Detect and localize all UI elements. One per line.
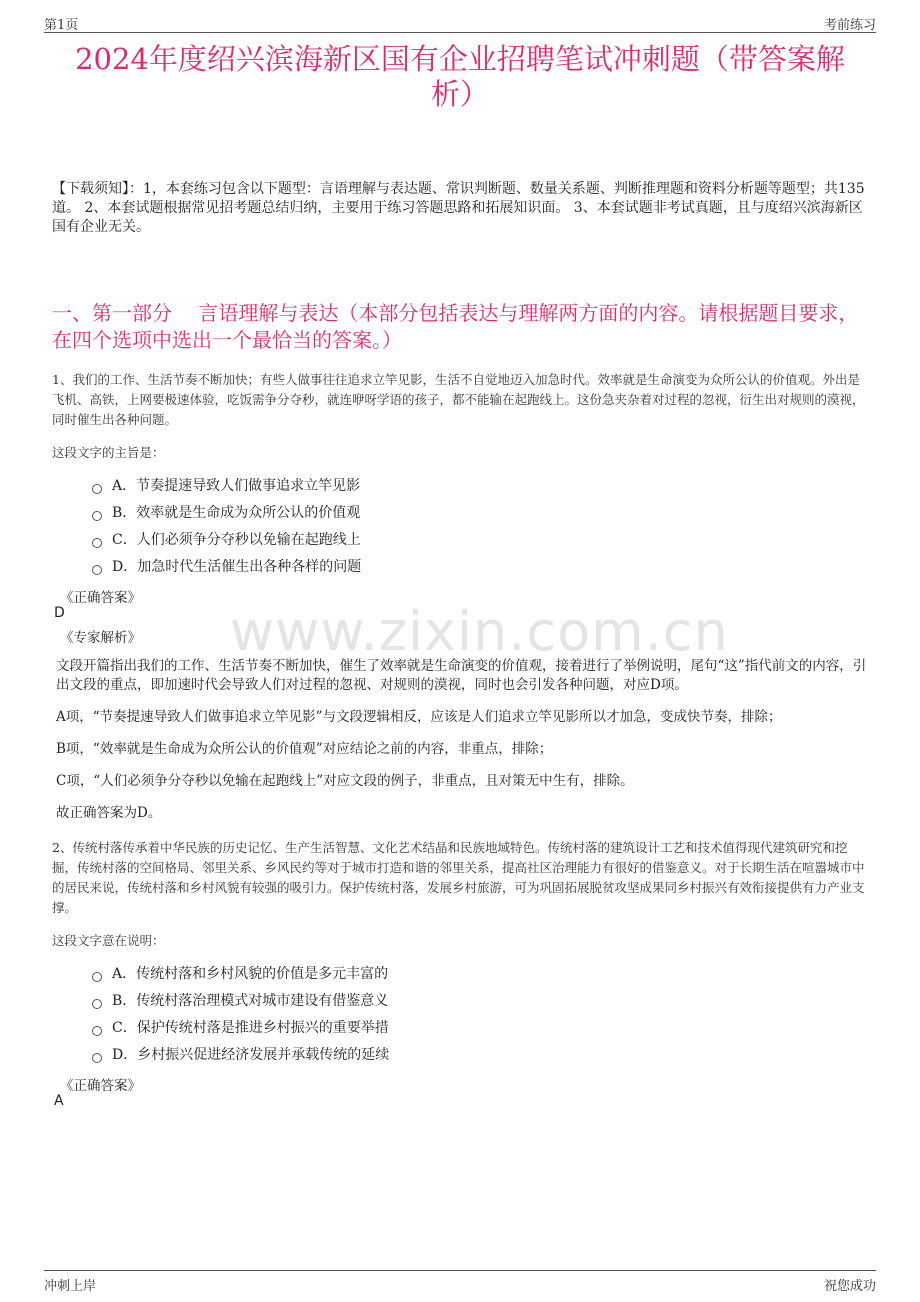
answer-value: D <box>54 605 65 621</box>
question-2-text: 2、传统村落传承着中华民族的历史记忆、生产生活智慧、文化艺术结晶和民族地域特色。传统村落的建筑设计工艺和技术值得现代建筑研究和挖掘，传统村落的空间格局、邻里关系、乡风民约等对于城市打造和谐的邻里关系，提高社区治理能力有很好的借鉴意义。对于长期生活在喧嚣城市中的居民来说，传统村落和乡村风貌有较强的吸引力。保护传统村落，发展乡村旅游，可为巩固拓展脱贫攻坚成果同乡村振兴有效衔接提供有力产业支撑。 <box>52 840 865 915</box>
answer-label: 《正确答案》 <box>60 1078 141 1094</box>
analysis-paragraph: B项，“效率就是生命成为众所公认的价值观”对应结论之前的内容，非重点，排除； <box>56 741 553 757</box>
radio-icon[interactable] <box>92 999 102 1009</box>
footer-right: 祝您成功 <box>823 1279 876 1294</box>
footer-left: 冲刺上岸 <box>44 1279 97 1294</box>
radio-icon[interactable] <box>92 538 102 548</box>
radio-icon[interactable] <box>92 511 102 521</box>
watermark: www.zixin.com.cn <box>230 600 729 663</box>
radio-icon[interactable] <box>92 484 102 494</box>
page-header <box>44 12 876 33</box>
question-1-options <box>92 471 361 579</box>
analysis-paragraph: A项，“节奏提速导致人们做事追求立竿见影”与文段逻辑相反，应该是人们追求立竿见影所以才加急，变成快节奏，排除； <box>56 709 782 725</box>
option-c[interactable]: C．人们必须争分夺秒以免输在起跑线上 <box>92 525 361 552</box>
option-d[interactable]: D．加急时代生活催生出各种各样的问题 <box>92 552 361 579</box>
page-title: 2024年度绍兴滨海新区国有企业招聘笔试冲刺题（带答案解析） <box>75 42 845 111</box>
download-notice: 【下载须知】：1，本套练习包含以下题型：言语理解与表达题、常识判断题、数量关系题、判断推理题和资料分析题等题型；共135道。 2、本套试题根据常见招考题总结归纳，主要用于练习答题思路和拓展知识面。 3、本套试题非考试真题，且与度绍兴滨海新区国有企业无关。 <box>52 181 865 235</box>
analysis-paragraph: 文段开篇指出我们的工作、生活节奏不断加快，催生了效率就是生命演变的价值观，接着进行了举例说明，尾句“这”指代前文的内容，引出文段的重点，即加速时代会导致人们对过程的忽视、对规则的漠视，同时也会引发各种问题，对应D项。 <box>56 658 867 693</box>
question-1-text: 1、我们的工作、生活节奏不断加快；有些人做事往往追求立竿见影，生活不自觉地迈入加急时代。效率就是生命演变为众所公认的价值观。外出是飞机、高铁，上网要极速体验，吃饭需争分夺秒，就连咿呀学语的孩子，都不能输在起跑线上。这份急夹杂着对过程的忽视，衍生出对规则的漠视，同时催生出各种问题。 <box>52 372 865 427</box>
radio-icon[interactable] <box>92 565 102 575</box>
option-b[interactable]: B．传统村落治理模式对城市建设有借鉴意义 <box>92 986 389 1013</box>
radio-icon[interactable] <box>92 972 102 982</box>
question-1-prompt: 这段文字的主旨是： <box>52 445 165 460</box>
radio-icon[interactable] <box>92 1026 102 1036</box>
question-2-prompt: 这段文字意在说明： <box>52 933 165 948</box>
page-footer <box>44 1270 876 1293</box>
header-label: 考前练习 <box>823 18 876 33</box>
option-b[interactable]: B．效率就是生命成为众所公认的价值观 <box>92 498 361 525</box>
question-2-options <box>92 959 389 1067</box>
answer-label: 《正确答案》 <box>60 590 141 606</box>
analysis-conclusion: 故正确答案为D。 <box>56 805 162 821</box>
analysis-paragraph: C项，“人们必须争分夺秒以免输在起跑线上”对应文段的例子，非重点，且对策无中生有，排除。 <box>56 773 634 789</box>
option-a[interactable]: A．传统村落和乡村风貌的价值是多元丰富的 <box>92 959 389 986</box>
option-d[interactable]: D．乡村振兴促进经济发展并承载传统的延续 <box>92 1040 389 1067</box>
radio-icon[interactable] <box>92 1053 102 1063</box>
option-a[interactable]: A．节奏提速导致人们做事追求立竿见影 <box>92 471 361 498</box>
analysis-label: 《专家解析》 <box>60 630 141 646</box>
section-title: 一、第一部分 言语理解与表达（本部分包括表达与理解两方面的内容。请根据题目要求，在四个选项中选出一个最恰当的答案。） <box>52 301 859 352</box>
page-number: 第1页 <box>44 18 79 33</box>
answer-value: A <box>54 1093 64 1109</box>
option-c[interactable]: C．保护传统村落是推进乡村振兴的重要举措 <box>92 1013 389 1040</box>
